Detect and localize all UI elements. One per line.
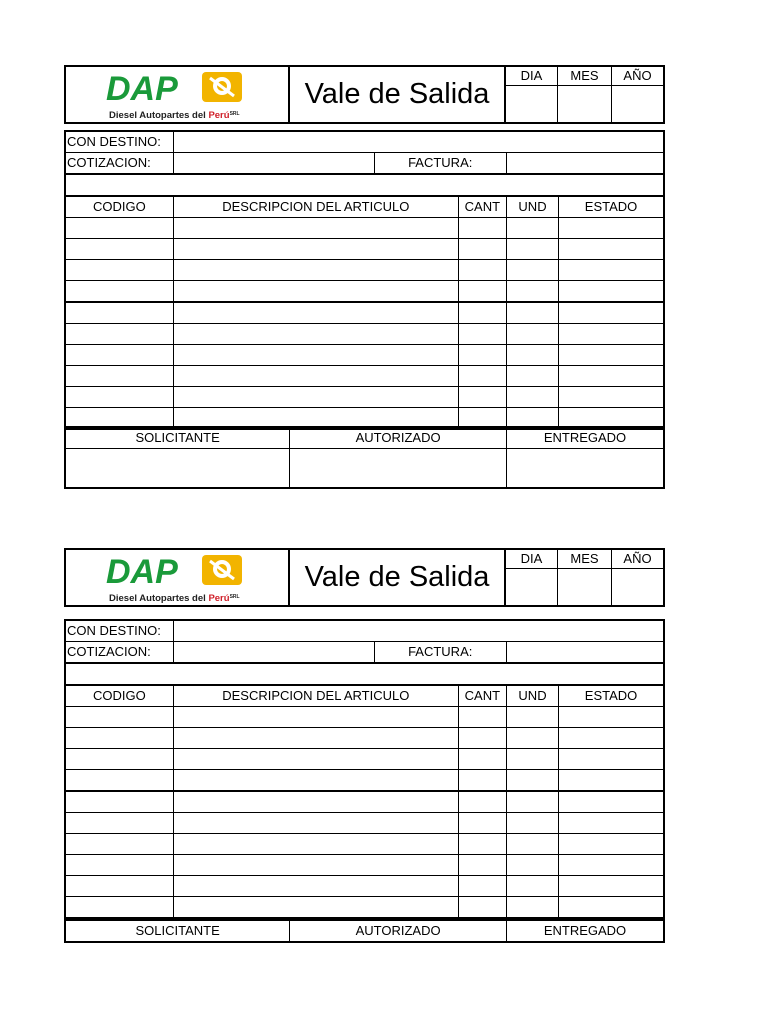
cell[interactable] bbox=[458, 855, 506, 876]
cell[interactable] bbox=[173, 345, 458, 366]
form1-day-label: DIA bbox=[506, 67, 557, 86]
cell[interactable] bbox=[173, 366, 458, 387]
cell[interactable] bbox=[458, 218, 506, 239]
cell[interactable] bbox=[173, 855, 458, 876]
cell[interactable] bbox=[559, 302, 664, 324]
cell[interactable] bbox=[65, 239, 173, 260]
cell[interactable] bbox=[458, 387, 506, 408]
cell[interactable] bbox=[559, 707, 664, 728]
cell[interactable] bbox=[559, 897, 664, 919]
cell[interactable] bbox=[458, 281, 506, 303]
cell[interactable] bbox=[458, 366, 506, 387]
cell[interactable] bbox=[65, 813, 173, 834]
form2-col-descripcion: DESCRIPCION DEL ARTICULO bbox=[173, 685, 458, 707]
form2-autorizado-label: AUTORIZADO bbox=[290, 920, 507, 942]
form1-autorizado-sign[interactable] bbox=[290, 449, 507, 489]
form2-col-codigo: CODIGO bbox=[65, 685, 173, 707]
table-row bbox=[65, 855, 664, 876]
table-row bbox=[65, 897, 664, 919]
cell[interactable] bbox=[65, 834, 173, 855]
cell[interactable] bbox=[65, 707, 173, 728]
cell[interactable] bbox=[559, 366, 664, 387]
cell[interactable] bbox=[458, 749, 506, 770]
cell[interactable] bbox=[458, 324, 506, 345]
cell[interactable] bbox=[173, 770, 458, 792]
form2-cotizacion-label: COTIZACION: bbox=[65, 642, 173, 664]
cell[interactable] bbox=[173, 324, 458, 345]
form1-solicitante-sign[interactable] bbox=[65, 449, 290, 489]
cell[interactable] bbox=[559, 387, 664, 408]
cell[interactable] bbox=[65, 345, 173, 366]
table-row bbox=[65, 770, 664, 792]
cell[interactable] bbox=[65, 728, 173, 749]
form1-cotizacion-field[interactable] bbox=[173, 153, 374, 175]
svg-text:Diesel Autopartes del PerúSRL: Diesel Autopartes del Perú$^{SRL}$ bbox=[109, 593, 240, 604]
form1-col-und: UND bbox=[506, 196, 558, 218]
cell[interactable] bbox=[173, 749, 458, 770]
cell[interactable] bbox=[458, 813, 506, 834]
table-row bbox=[65, 876, 664, 897]
form1-destino-label: CON DESTINO: bbox=[65, 131, 173, 153]
cell[interactable] bbox=[173, 218, 458, 239]
cell[interactable] bbox=[559, 728, 664, 749]
cell[interactable] bbox=[173, 876, 458, 897]
cell[interactable] bbox=[559, 345, 664, 366]
cell[interactable] bbox=[458, 897, 506, 919]
form2-col-und: UND bbox=[506, 685, 558, 707]
cell[interactable] bbox=[173, 897, 458, 919]
svg-text:Diesel Autopartes del PerúSRL: Diesel Autopartes del Perú$^{SRL}$ bbox=[109, 110, 240, 121]
form1-day-cell[interactable] bbox=[506, 67, 558, 122]
cell[interactable] bbox=[65, 281, 173, 303]
table-row bbox=[65, 260, 664, 281]
cell[interactable] bbox=[559, 749, 664, 770]
table-row bbox=[65, 366, 664, 387]
cell[interactable] bbox=[65, 218, 173, 239]
form1-col-cant: CANT bbox=[458, 196, 506, 218]
form1-col-descripcion: DESCRIPCION DEL ARTICULO bbox=[173, 196, 458, 218]
form1-col-codigo: CODIGO bbox=[65, 196, 173, 218]
cell[interactable] bbox=[173, 813, 458, 834]
cell[interactable] bbox=[65, 260, 173, 281]
cell[interactable] bbox=[506, 749, 558, 770]
table-row bbox=[65, 345, 664, 366]
cell[interactable] bbox=[506, 345, 558, 366]
cell[interactable] bbox=[458, 834, 506, 855]
cell[interactable] bbox=[506, 728, 558, 749]
cell[interactable] bbox=[65, 749, 173, 770]
table-row bbox=[65, 324, 664, 345]
cell[interactable] bbox=[506, 239, 558, 260]
form2-day-cell[interactable] bbox=[506, 550, 558, 605]
cell[interactable] bbox=[506, 791, 558, 813]
cell[interactable] bbox=[506, 260, 558, 281]
cell[interactable] bbox=[506, 281, 558, 303]
cell[interactable] bbox=[65, 366, 173, 387]
form2-items-table bbox=[64, 619, 665, 919]
form1-col-estado: ESTADO bbox=[559, 196, 664, 218]
cell[interactable] bbox=[458, 239, 506, 260]
table-row bbox=[65, 239, 664, 260]
cell[interactable] bbox=[559, 791, 664, 813]
form2-factura-label: FACTURA: bbox=[374, 642, 506, 664]
form2-cotizacion-field[interactable] bbox=[173, 642, 374, 664]
form1-year-label: AÑO bbox=[612, 67, 663, 86]
form2-col-estado: ESTADO bbox=[559, 685, 664, 707]
cell[interactable] bbox=[506, 387, 558, 408]
cell[interactable] bbox=[173, 260, 458, 281]
cell[interactable] bbox=[506, 218, 558, 239]
cell[interactable] bbox=[173, 707, 458, 728]
table-row bbox=[65, 707, 664, 728]
cell[interactable] bbox=[506, 302, 558, 324]
form1-entregado-sign[interactable] bbox=[506, 449, 664, 489]
form1-destino-field[interactable] bbox=[173, 131, 664, 153]
form2-month-cell[interactable] bbox=[558, 550, 612, 605]
form1-spacer-row bbox=[65, 174, 664, 196]
form1-year-cell[interactable] bbox=[612, 67, 663, 122]
cell[interactable] bbox=[506, 897, 558, 919]
cell[interactable] bbox=[458, 770, 506, 792]
form2-title: Vale de Salida bbox=[290, 550, 506, 605]
form2-factura-field[interactable] bbox=[506, 642, 664, 664]
cell[interactable] bbox=[173, 728, 458, 749]
form1-solicitante-label: SOLICITANTE bbox=[65, 427, 290, 449]
cell[interactable] bbox=[559, 218, 664, 239]
form2-logo-cell bbox=[66, 550, 290, 605]
table-row bbox=[65, 813, 664, 834]
form1-month-label: MES bbox=[558, 67, 611, 86]
form2-day-label: DIA bbox=[506, 550, 557, 569]
cell[interactable] bbox=[458, 707, 506, 728]
cell[interactable] bbox=[559, 281, 664, 303]
form1-month-cell[interactable] bbox=[558, 67, 612, 122]
cell[interactable] bbox=[65, 791, 173, 813]
cell[interactable] bbox=[506, 366, 558, 387]
table-row bbox=[65, 728, 664, 749]
table-row bbox=[65, 387, 664, 408]
form2-destino-field[interactable] bbox=[173, 620, 664, 642]
cell[interactable] bbox=[559, 260, 664, 281]
cell[interactable] bbox=[458, 728, 506, 749]
cell[interactable] bbox=[458, 876, 506, 897]
form1-header bbox=[64, 65, 665, 124]
cell[interactable] bbox=[559, 876, 664, 897]
cell[interactable] bbox=[173, 791, 458, 813]
form2-spacer-row bbox=[65, 663, 664, 685]
form1-factura-field[interactable] bbox=[506, 153, 664, 175]
cell[interactable] bbox=[506, 855, 558, 876]
cell[interactable] bbox=[559, 324, 664, 345]
cell[interactable] bbox=[559, 855, 664, 876]
dap-logo bbox=[106, 553, 256, 605]
cell[interactable] bbox=[506, 770, 558, 792]
form1-factura-label: FACTURA: bbox=[374, 153, 506, 175]
cell[interactable] bbox=[65, 855, 173, 876]
form2-destino-label: CON DESTINO: bbox=[65, 620, 173, 642]
cell[interactable] bbox=[458, 260, 506, 281]
cell[interactable] bbox=[559, 239, 664, 260]
form2-year-cell[interactable] bbox=[612, 550, 663, 605]
form2-col-cant: CANT bbox=[458, 685, 506, 707]
table-row bbox=[65, 218, 664, 239]
table-row bbox=[65, 281, 664, 303]
dap-logo-brand: DAP bbox=[106, 70, 178, 108]
form1-items-table bbox=[64, 130, 665, 430]
form1-cotizacion-label: COTIZACION: bbox=[65, 153, 173, 175]
cell[interactable] bbox=[65, 387, 173, 408]
cell[interactable] bbox=[65, 324, 173, 345]
cell[interactable] bbox=[506, 707, 558, 728]
cell[interactable] bbox=[559, 834, 664, 855]
cell[interactable] bbox=[506, 834, 558, 855]
cell[interactable] bbox=[65, 897, 173, 919]
cell[interactable] bbox=[458, 791, 506, 813]
form1-title: Vale de Salida bbox=[290, 67, 506, 122]
cell[interactable] bbox=[458, 302, 506, 324]
form2-solicitante-label: SOLICITANTE bbox=[65, 920, 290, 942]
cell[interactable] bbox=[506, 324, 558, 345]
form2-month-label: MES bbox=[558, 550, 611, 569]
form1-entregado-label: ENTREGADO bbox=[506, 427, 664, 449]
form1-signature-table bbox=[64, 426, 665, 489]
table-row bbox=[65, 302, 664, 324]
cell[interactable] bbox=[559, 813, 664, 834]
cell[interactable] bbox=[173, 834, 458, 855]
cell[interactable] bbox=[506, 876, 558, 897]
cell[interactable] bbox=[458, 345, 506, 366]
dap-logo-brand: DAP bbox=[106, 553, 178, 591]
cell[interactable] bbox=[173, 281, 458, 303]
cell[interactable] bbox=[506, 813, 558, 834]
cell[interactable] bbox=[559, 770, 664, 792]
table-row bbox=[65, 791, 664, 813]
table-row bbox=[65, 834, 664, 855]
form1-autorizado-label: AUTORIZADO bbox=[290, 427, 507, 449]
form2-year-label: AÑO bbox=[612, 550, 663, 569]
dap-logo bbox=[106, 70, 256, 122]
form2-header bbox=[64, 548, 665, 607]
cell[interactable] bbox=[173, 302, 458, 324]
form2-entregado-label: ENTREGADO bbox=[506, 920, 664, 942]
cell[interactable] bbox=[65, 876, 173, 897]
cell[interactable] bbox=[65, 302, 173, 324]
table-row bbox=[65, 749, 664, 770]
cell[interactable] bbox=[173, 387, 458, 408]
form2-signature-table bbox=[64, 919, 665, 943]
cell[interactable] bbox=[173, 239, 458, 260]
cell[interactable] bbox=[65, 770, 173, 792]
form1-logo-cell bbox=[66, 67, 290, 122]
